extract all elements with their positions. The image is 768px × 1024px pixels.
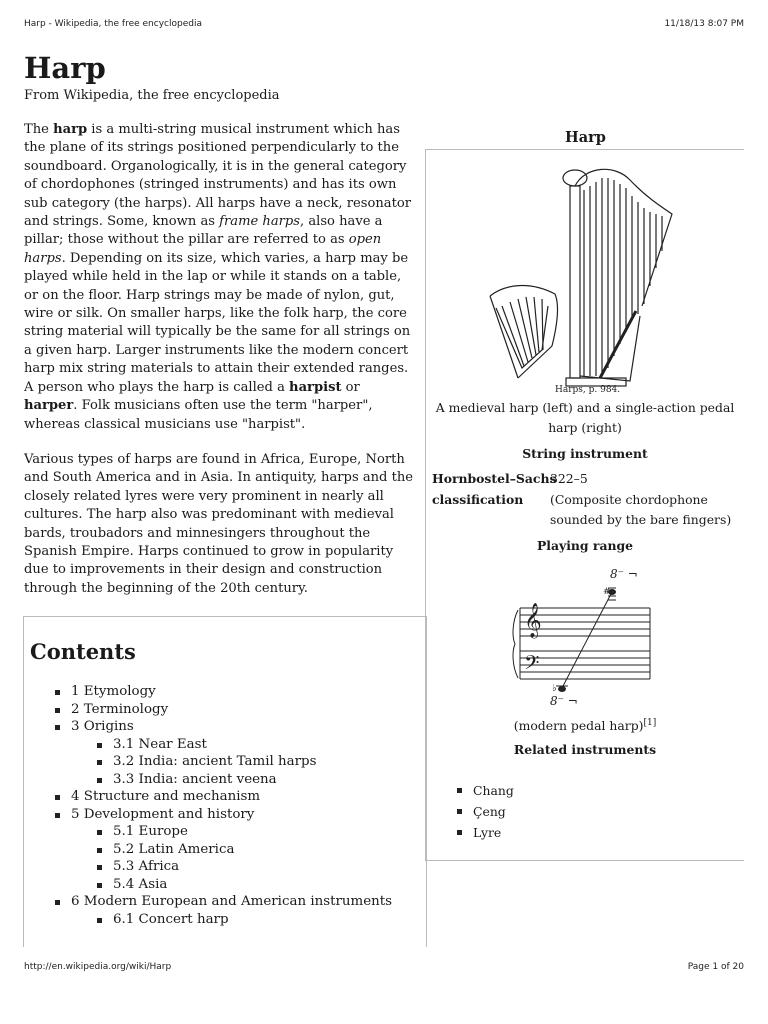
- range-caption: (modern pedal harp)[1]: [513, 718, 657, 734]
- toc-item-concert-harp[interactable]: 6.1 Concert harp: [94, 911, 392, 929]
- toc-item-modern-instruments[interactable]: 6 Modern European and American instruments 6.1 Concert harp: [52, 893, 392, 928]
- page-title: Harp: [24, 51, 106, 85]
- image-caption: A medieval harp (left) and a single-action pedal harp (right): [435, 400, 735, 435]
- image-label: Harps, p. 984.: [555, 385, 621, 395]
- svg-text:𝄢: 𝄢: [524, 651, 540, 679]
- term-harp: harp: [53, 122, 88, 137]
- page-header-timestamp: 11/18/13 8:07 PM: [664, 19, 744, 29]
- ottava-alta: 8⁻ ¬: [610, 567, 638, 581]
- svg-text:𝄞: 𝄞: [524, 603, 542, 638]
- toc-item-terminology[interactable]: 2 Terminology: [52, 701, 392, 719]
- term-harpist: harpist: [289, 379, 342, 395]
- related-instruments-heading: Related instruments: [513, 742, 657, 757]
- related-instruments-list: [455, 780, 514, 843]
- intro-paragraph: The harp is a multi-string musical instrument which has the plane of its strings positioned perpendicularly to the soundboard. Organologically, it is in the general category of chordophones (stringed instruments) and has its own sub category (the harps). All harps have a neck, resonator and strings. Some, known as frame harps, also have a pillar; those without the pillar are referred to as open harps. Depending on its size, which varies, a harp may be played while held in the lap or while it stands on a table, or on the floor. Harp strings may be made of nylon, gut, wire or silk. On smaller harps, like the folk harp, the core string material will typically be the same for all strings on a given harp. Larger instruments like the modern concert harp mix string materials to attain their extended ranges. A person who plays the harp is called a harpist or harper. Folk musicians often use the term "harper", whereas classical musicians use "harpist".: [24, 122, 411, 432]
- toc-item-etymology[interactable]: 1 Etymology: [52, 683, 392, 701]
- page-header-title: Harp - Wikipedia, the free encyclopedia: [24, 19, 202, 29]
- infobox-title: Harp: [565, 129, 606, 146]
- toc-item-latin-america[interactable]: 5.2 Latin America: [94, 841, 392, 859]
- playing-range-staff: [510, 562, 655, 710]
- toc-list: [52, 683, 392, 928]
- classification-label: Hornbostel–Sachs classification: [432, 471, 557, 507]
- harps-illustration: [480, 156, 690, 398]
- related-item-ceng[interactable]: Çeng: [455, 801, 514, 822]
- svg-text:#: #: [603, 587, 611, 597]
- toc-item-origins[interactable]: 3 Origins 3.1 Near East 3.2 India: ancient Tamil harps 3.3 India: ancient veena: [52, 718, 392, 788]
- history-paragraph: Various types of harps are found in Africa, Europe, North and South America and in Asia. In antiquity, harps and the closely related lyres were very prominent in nearly all cultures. The harp also was predominant with medieval bards, troubadors and minnesingers throughout the Spanish Empire. Harps continued to grow in popularity due to improvements in their design and construction through the beginning of the 20th century.: [24, 452, 414, 596]
- toc-item-tamil-harps[interactable]: 3.2 India: ancient Tamil harps: [94, 753, 392, 771]
- ottava-bassa: 8⁻ ¬: [550, 694, 578, 708]
- page-footer-url: http://en.wikipedia.org/wiki/Harp: [24, 962, 172, 972]
- classification-value: 322–5 (Composite chordophone sounded by the bare fingers): [550, 471, 732, 527]
- contents-heading: Contents: [30, 639, 136, 664]
- term-harper: harper: [24, 398, 74, 414]
- svg-text:♭: ♭: [552, 683, 557, 694]
- related-item-lyre[interactable]: Lyre: [455, 822, 514, 843]
- page-footer-page-number: Page 1 of 20: [687, 962, 744, 972]
- toc-item-ancient-veena[interactable]: 3.3 India: ancient veena: [94, 771, 392, 789]
- playing-range-heading: Playing range: [536, 538, 634, 553]
- toc-item-europe[interactable]: 5.1 Europe: [94, 823, 392, 841]
- related-item-chang[interactable]: Chang: [455, 780, 514, 801]
- toc-item-africa[interactable]: 5.3 Africa: [94, 858, 392, 876]
- toc-item-development[interactable]: 5 Development and history 5.1 Europe 5.2 Latin America 5.3 Africa 5.4 Asia: [52, 806, 392, 894]
- toc-item-near-east[interactable]: 3.1 Near East: [94, 736, 392, 754]
- page-subtitle: From Wikipedia, the free encyclopedia: [24, 88, 280, 103]
- reference-1[interactable]: [1]: [643, 718, 657, 728]
- term-open-harps: open harps: [24, 232, 382, 266]
- string-instrument-heading: String instrument: [522, 446, 648, 461]
- table-of-contents: [23, 616, 427, 947]
- toc-item-structure[interactable]: 4 Structure and mechanism: [52, 788, 392, 806]
- term-frame-harps: frame harps: [219, 214, 300, 230]
- toc-item-asia[interactable]: 5.4 Asia: [94, 876, 392, 894]
